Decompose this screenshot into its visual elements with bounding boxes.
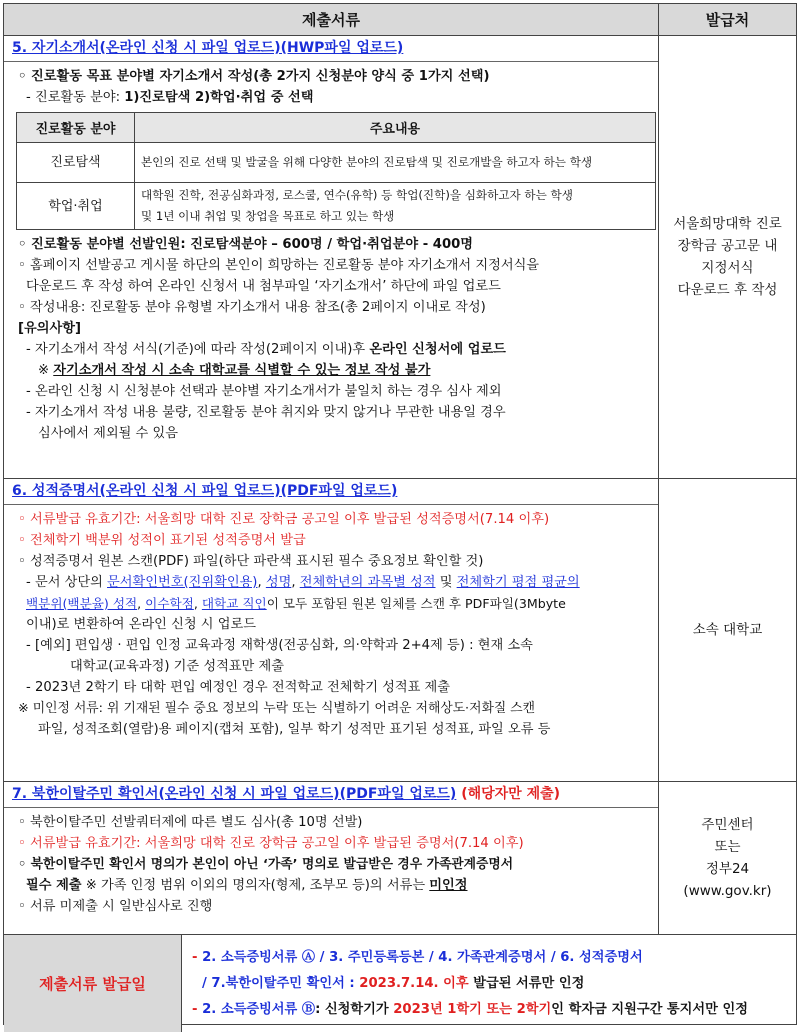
s5-line-1: ◦ 진로활동 목표 분야별 자기소개서 작성(총 2가지 신청분야 양식 중 1가지 선택): [18, 69, 490, 84]
s6-line-5: 백분위(백분율) 성적, 이수학점, 대학교 직인이 모두 포함된 원본 일체를 스캔 후 PDF파일(3Mbyte: [26, 596, 566, 611]
s7-line-5: ◦ 서류 미제출 시 일반심사로 진행: [18, 899, 213, 914]
s7-line-2: ◦ 서류발급 유효기간: 서울희망 대학 진로 장학금 공고일 이후 발급된 증명서(7.14 이후): [18, 836, 524, 851]
s6-line-3: ◦ 성적증명서 원본 스캔(PDF) 파일(하단 파란색 표시된 필수 중요정보 확인할 것): [18, 554, 484, 569]
section-6-title: 6. 성적증명서(온라인 신청 시 파일 업로드)(PDF파일 업로드): [4, 479, 658, 505]
section-5-issuer: 서울희망대학 진로 장학금 공고문 내 지정서식 다운로드 후 작성: [659, 35, 796, 478]
table-cell-content: 대학원 진학, 전공심화과정, 로스쿨, 연수(유학) 등 학업(진학)을 심화하고자 하는 학생 및 1년 이내 취업 및 창업을 목표로 하고 있는 학생: [135, 183, 656, 230]
section-5-content: [4, 35, 659, 478]
s6-line-6: 이내)로 변환하여 온라인 신청 시 업로드: [26, 617, 256, 632]
table-cell-field: 진로탐색: [17, 143, 135, 183]
section-6-content: [4, 478, 659, 781]
s5-line-3: ◦ 진로활동 분야별 선발인원: 진로탐색분야 – 600명 / 학업·취업분야 - 400명: [18, 237, 474, 252]
s6-line-1: ◦ 서류발급 유효기간: 서울희망 대학 진로 장학금 공고일 이후 발급된 성적증명서(7.14 이후): [18, 512, 550, 527]
footer-line-2: / 7.북한이탈주민 확인서 : 2023.7.14. 이후 발급된 서류만 인정: [202, 976, 585, 991]
header-documents: 제출서류: [4, 4, 659, 35]
document-page: [3, 3, 797, 1025]
header-issuer: 발급처: [659, 4, 796, 35]
section-7-title: 7. 북한이탈주민 확인서(온라인 신청 시 파일 업로드)(PDF파일 업로드) (해당자만 제출): [4, 782, 658, 808]
s6-line-11: 파일, 성적조회(열람)용 페이지(캡쳐 포함), 일부 학기 성적만 표기된 성적표, 파일 오류 등: [38, 722, 551, 737]
s7-line-3: ◦ 북한이탈주민 확인서 명의가 본인이 아닌 ‘가족’ 명의로 발급받은 경우 가족관계증명서: [18, 857, 514, 872]
s6-line-4: - 문서 상단의 문서확인번호(진위확인용), 성명, 전체학년의 과목별 성적 및 전체학기 평점 평균의: [26, 575, 580, 590]
section-7-content: [4, 781, 659, 934]
s5-line-5: 다운로드 후 작성 하여 온라인 신청서 내 첨부파일 ‘자기소개서’ 하단에 파일 업로드: [26, 279, 501, 294]
s7-line-1: ◦ 북한이탈주민 선발쿼터제에 따른 별도 심사(총 10명 선발): [18, 815, 363, 830]
table-cell-content: 본인의 진로 선택 및 발굴을 위해 다양한 분야의 진로탐색 및 진로개발을 하고자 하는 학생: [135, 143, 656, 183]
s7-line-4: 필수 제출 ※ 가족 인정 범위 이외의 명의자(형제, 조부모 등)의 서류는 미인정: [26, 878, 468, 893]
s5-line-6: ◦ 작성내용: 진로활동 분야 유형별 자기소개서 내용 참조(총 2페이지 이내로 작성): [18, 300, 486, 315]
s5-line-10: - 온라인 신청 시 신청분야 선택과 분야별 자기소개서가 불일치 하는 경우 심사 제외: [26, 384, 502, 399]
s6-line-9: - 2023년 2학기 타 대학 편입 예정인 경우 전적학교 전체학기 성적표 제출: [26, 680, 451, 695]
issue-date-footer: [4, 935, 796, 1032]
footer-line-3: - 2. 소득증빙서류 Ⓑ: 신청학기가 2023년 1학기 또는 2학기인 학자금 지원구간 통지서만 인정: [192, 1002, 748, 1017]
s5-line-4: ◦ 홈페이지 선발공고 게시물 하단의 본인이 희망하는 진로활동 분야 자기소개서 지정서식을: [18, 258, 540, 273]
requirements-table: [4, 4, 796, 935]
section-6-issuer: 소속 대학교: [659, 478, 796, 781]
s5-line-8: - 자기소개서 작성 서식(기준)에 따라 작성(2페이지 이내)후 온라인 신청서에 업로드: [26, 342, 506, 357]
s6-line-10: ※ 미인정 서류: 위 기재된 필수 중요 정보의 누락 또는 식별하기 어려운 저해상도·저화질 스캔: [18, 701, 536, 716]
section-5-title: 5. 자기소개서(온라인 신청 시 파일 업로드)(HWP파일 업로드): [4, 36, 658, 62]
table-cell-field: 학업·취업: [17, 183, 135, 230]
footer-line-1: - 2. 소득증빙서류 Ⓐ / 3. 주민등록등본 / 4. 가족관계증명서 / 6. 성적증명서: [192, 950, 643, 965]
career-field-table: [16, 112, 656, 230]
s6-line-8: 대학교(교육과정) 기준 성적표만 제출: [70, 659, 284, 674]
s6-line-7: - [예외] 편입생 · 편입 인정 교육과정 재학생(전공심화, 의·약학과 2+4제 등) : 현재 소속: [26, 638, 533, 653]
footer-label: 제출서류 발급일: [4, 935, 182, 1032]
s6-line-2: ◦ 전체학기 백분위 성적이 표기된 성적증명서 발급: [18, 533, 306, 548]
table-header-content: 주요내용: [135, 113, 656, 143]
s5-line-11: - 자기소개서 작성 내용 불량, 진로활동 분야 취지와 맞지 않거나 무관한 내용일 경우: [26, 405, 506, 420]
s5-line-9: ※ 자기소개서 작성 시 소속 대학교를 식별할 수 있는 정보 작성 불가: [38, 363, 431, 378]
s5-notice-heading: [유의사항]: [18, 321, 82, 336]
footer-content: [182, 935, 798, 1032]
s5-line-12: 심사에서 제외될 수 있음: [38, 426, 178, 441]
s5-line-2: - 진로활동 분야: 1)진로탐색 2)학업·취업 중 선택: [26, 90, 314, 105]
section-7-issuer: 주민센터 또는 정부24 (www.gov.kr): [659, 781, 796, 934]
table-header-field: 진로활동 분야: [17, 113, 135, 143]
